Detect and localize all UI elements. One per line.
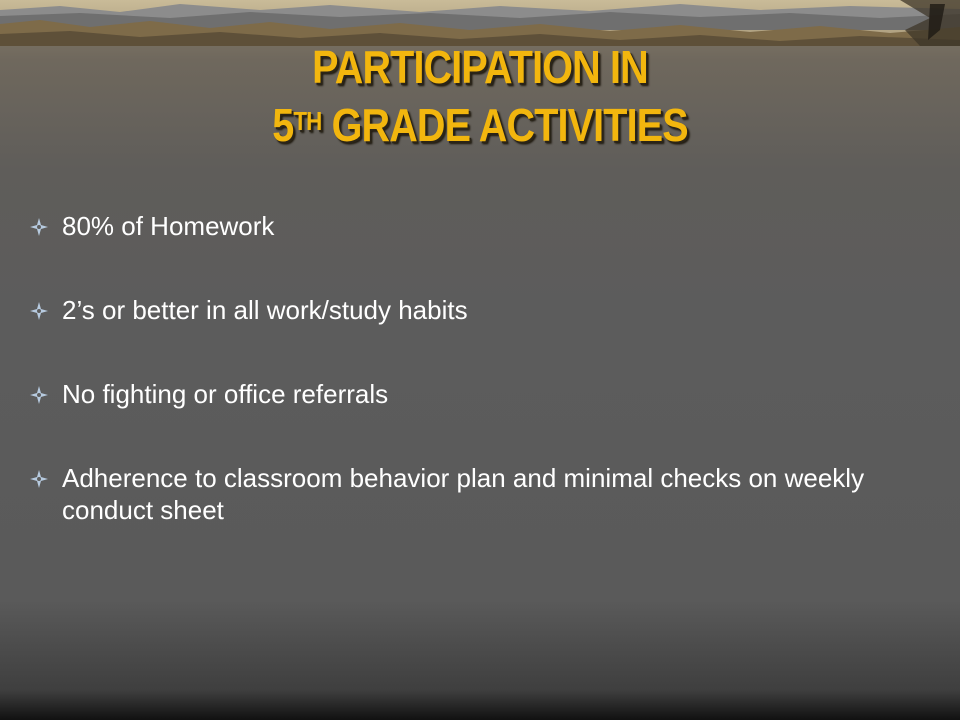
title-ordinal-suffix: TH — [293, 106, 322, 136]
bullet-text: No fighting or office referrals — [62, 379, 389, 409]
four-point-star-icon — [30, 302, 48, 320]
slide-title — [67, 38, 893, 154]
four-point-star-icon — [30, 218, 48, 236]
title-line-2 — [67, 96, 893, 154]
title-line-1: PARTICIPATION IN — [312, 41, 648, 93]
four-point-star-icon — [30, 386, 48, 404]
list-item — [28, 462, 928, 526]
list-item — [28, 210, 928, 242]
list-item — [28, 378, 928, 410]
bullet-list — [28, 210, 928, 578]
four-point-star-icon — [30, 470, 48, 488]
bullet-text: 80% of Homework — [62, 211, 275, 241]
bullet-text: Adherence to classroom behavior plan and minimal checks on weekly conduct sheet — [62, 463, 865, 525]
bullet-text: 2’s or better in all work/study habits — [62, 295, 468, 325]
list-item — [28, 294, 928, 326]
title-grade-number: 5 — [272, 99, 294, 151]
title-grade-activities: GRADE ACTIVITIES — [321, 99, 688, 151]
